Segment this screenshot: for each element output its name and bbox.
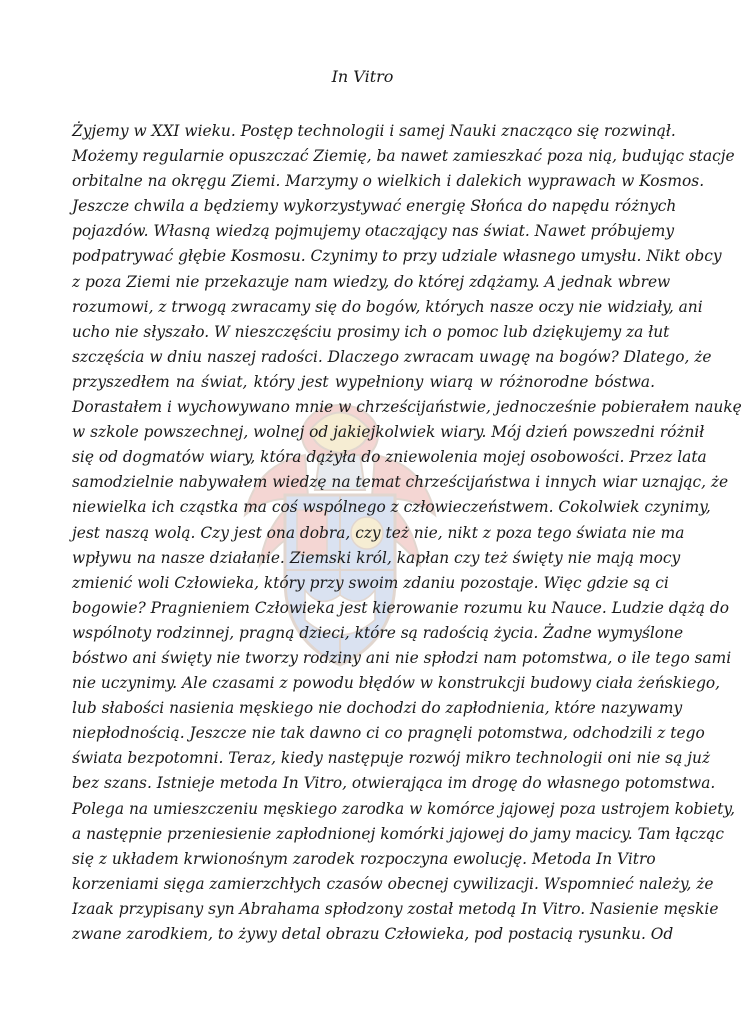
body-line: zmienić woli Człowieka, który przy swoim zdaniu pozostaje. Więc gdzie są ci — [72, 573, 669, 592]
body-line: Izaak przypisany syn Abrahama spłodzony został metodą In Vitro. Nasienie męskie — [72, 899, 719, 918]
body-line: niepłodnością. Jeszcze nie tak dawno ci co pragnęli potomstwa, odchodzili z tego — [72, 724, 705, 743]
body-line: jest naszą wolą. Czy jest ona dobra, czy też nie, nikt z poza tego świata nie ma — [72, 523, 685, 542]
body-line: wspólnoty rodzinnej, pragną dzieci, które są radością życia. Żadne wymyślone — [72, 623, 684, 642]
body-line: korzeniami sięga zamierzchłych czasów obecnej cywilizacji. Wspomnieć należy, że — [72, 874, 714, 893]
body-line: rozumowi, z trwogą zwracamy się do bogów, których nasze oczy nie widziały, ani — [72, 297, 703, 316]
body-line: nie uczynimy. Ale czasami z powodu błędów w konstrukcji budowy ciała żeńskiego, — [72, 674, 721, 693]
document-body — [72, 119, 742, 947]
body-line: pojazdów. Własną wiedzą pojmujemy otaczający nas świat. Nawet próbujemy — [72, 222, 675, 241]
body-line: bez szans. Istnieje metoda In Vitro, otwierająca im drogę do własnego potomstwa. — [72, 774, 716, 793]
body-line: orbitalne na okręgu Ziemi. Marzymy o wielkich i dalekich wyprawach w Kosmos. — [72, 172, 705, 191]
body-line: a następnie przeniesienie zapłodnionej komórki jajowej do jamy macicy. Tam łącząc — [72, 824, 725, 843]
body-line: się z układem krwionośnym zarodek rozpoczyna ewolucję. Metoda In Vitro — [72, 849, 656, 868]
body-line: Polega na umieszczeniu męskiego zarodka w komórce jajowej poza ustrojem kobiety, — [72, 799, 735, 818]
body-line: ucho nie słyszało. W nieszczęściu prosimy ich o pomoc lub dziękujemy za łut — [72, 322, 670, 341]
body-line: przyszedłem na świat, który jest wypełniony wiarą w różnorodne bóstwa. — [72, 372, 655, 391]
body-line: z poza Ziemi nie przekazuje nam wiedzy, do której zdążamy. A jednak wbrew — [72, 272, 671, 291]
body-line: lub słabości nasienia męskiego nie dochodzi do zapłodnienia, które nazywamy — [72, 699, 683, 718]
body-line: podpatrywać głębie Kosmosu. Czynimy to przy udziale własnego umysłu. Nikt obcy — [72, 247, 722, 266]
document-title: In Vitro — [331, 67, 394, 86]
body-line: w szkole powszechnej, wolnej od jakiejkolwiek wiary. Mój dzień powszedni różnił — [72, 423, 705, 442]
body-line: Dorastałem i wychowywano mnie w chrześcijaństwie, jednocześnie pobierałem naukę — [72, 398, 742, 417]
body-line: bogowie? Pragnieniem Człowieka jest kierowanie rozumu ku Nauce. Ludzie dążą do — [72, 598, 730, 617]
body-line: zwane zarodkiem, to żywy detal obrazu Człowieka, pod postacią rysunku. Od — [72, 925, 674, 943]
body-line: się od dogmatów wiary, która dążyła do zniewolenia mojej osobowości. Przez lata — [72, 448, 707, 467]
body-line: świata bezpotomni. Teraz, kiedy następuje rozwój mikro technologii oni nie są już — [72, 749, 711, 768]
body-line: Jeszcze chwila a będziemy wykorzystywać energię Słońca do napędu różnych — [72, 197, 677, 216]
body-line: Żyjemy w XXI wieku. Postęp technologii i samej Nauki znacząco się rozwinął. — [72, 122, 676, 140]
body-line: samodzielnie nabywałem wiedzę na temat chrześcijaństwa i innych wiar uznając, że — [72, 473, 729, 492]
body-line: szczęścia w dniu naszej radości. Dlaczego zwracam uwagę na bogów? Dlatego, że — [72, 347, 712, 366]
body-line: wpływu na nasze działanie. Ziemski król, kapłan czy też święty nie mają mocy — [72, 548, 681, 567]
body-line: niewielka ich cząstka ma coś wspólnego z człowieczeństwem. Cokolwiek czynimy, — [72, 498, 711, 517]
body-line: bóstwo ani święty nie tworzy rodziny ani nie spłodzi nam potomstwa, o ile tego sami — [72, 648, 732, 667]
body-line: Możemy regularnie opuszczać Ziemię, ba nawet zamieszkać poza nią, budując stacje — [72, 147, 735, 166]
